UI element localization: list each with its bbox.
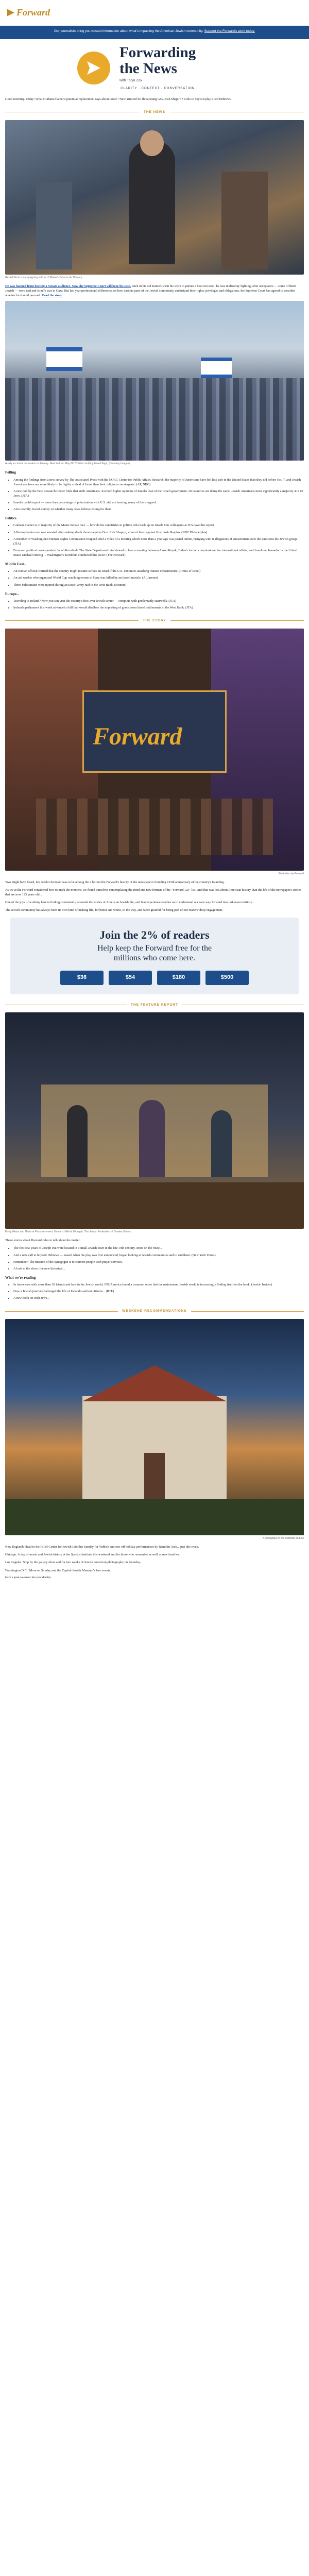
promo-subtitle-2: millions who come here.	[113, 954, 196, 963]
donation-promo	[10, 918, 299, 994]
polling-heading: Polling	[5, 470, 16, 475]
list-item: • How a Jewish journal challenged the life of Ireland's earliest citizens... (RTÉ)	[13, 1289, 304, 1294]
list-item: • Three Palestinians were injured during an Israeli army raid in the West Bank. (Reuters)	[13, 583, 304, 587]
section-header-news: THE NEWS	[5, 110, 304, 114]
feature-list	[5, 1246, 304, 1271]
list-item: • Israelis could expect — more than percentage of polarization with U.S. aid, are leaving, many of them argued...	[13, 500, 304, 505]
list-item: • From our political correspondent Jacob Kornbluh: The State Department interviewed to hear a meeting between Aaron Keyak, Biden's former commissioner for international affairs, and Israel's ambassador in the United States Michael Herzog ... Washington's Kornbluh conducted this piece: (The Forward)	[13, 548, 304, 557]
weekend-signoff: Have a great weekend. See you Monday.	[5, 1575, 52, 1579]
list-item: • The first few years of Joseph Paz were located in a small Jewish town in the late 19th century. More on the route...	[13, 1246, 304, 1250]
essay-paragraph: Two might have heard, last week's decision was to be among the 2 billion the Forward's history of the newspaper's founding 125th anniversary of the country's founding.	[5, 880, 225, 884]
news-photo-image	[5, 120, 304, 275]
news-photo-caption: Gerald Gorin is campaigning in front of Maine's Democratic Primary...	[5, 276, 84, 279]
list-item: • Traveling to Ireland? Now you can visit the country's first-ever Jewish center — complete with gentlemanly stairwells. (JTA)	[13, 599, 304, 603]
list-item: • A look at the shore: the new historical...	[13, 1266, 304, 1271]
weekend-paragraph: Los Angeles: Stop by the gallery show and for two weeks of Jewish American photography on Saturday...	[5, 1561, 143, 1565]
feature-photo-image	[5, 1012, 304, 1229]
section-header-feature: THE FEATURE REPORT	[5, 1003, 304, 1007]
rally-photo-image	[5, 301, 304, 461]
weekend-paragraph: Chicago: A day of music and Jewish history at the Spertus Institute this weekend and for those who remember as well as new families.	[5, 1553, 180, 1557]
essay-paragraph: As we at the Forward considered how to mark the moment, we found ourselves contemplating the trend and new formats of the "Forward 125" list. And that was less about American history than the life of the newspaper's stories that are now 125 years old...	[5, 888, 301, 897]
list-item: • And a new call to boycott Hebrews — issued when the play was first announced, began looking at Jewish communities and to end them. (New York Times)	[13, 1253, 304, 1258]
donate-500-button[interactable]: $500	[205, 971, 249, 985]
list-item: • A member of Washington's Human Rights Commission resigned after a video of a meeting which more than a year ago was posted online, bringing with it allegations of antisemitism over the questions the Jewish group. (JTA)	[13, 537, 304, 546]
promo-title: Join the 2% of readers	[99, 928, 210, 942]
banner-text: Our journalists bring you trusted information about what's impacting the American Jewish community.	[54, 29, 203, 33]
rally-photo-caption: A rally in central Jerusalem in January. New York on May 20. Children holding Israeli flags, (Courtesy Images)	[5, 462, 130, 466]
intro-paragraph: Good morning. Today: What Graham Platner's potential replacement says about Israel • New arrested for threatening Gov. Josh Shapiro • Calls to boycott play titled Hebrews.	[5, 97, 232, 101]
forward-logo[interactable]	[7, 6, 50, 19]
title-line-1: Forwarding	[119, 44, 196, 61]
weekend-photo-image	[5, 1319, 304, 1535]
support-banner	[0, 26, 309, 39]
politics-heading: Politics	[5, 516, 16, 521]
top-nav	[0, 0, 309, 26]
list-item: • A Pennsylvania man was arrested after making death threats against Gov. Josh Shapiro, some of them against Gov. Josh Shapiro. (NBC Philadelphia)	[13, 530, 304, 535]
news-lead-link[interactable]: He was banned from hosting a Senate audience. Now she Supreme Court will hear his case.	[5, 284, 131, 288]
newsletter-logo-icon	[77, 52, 110, 84]
banner-link[interactable]: Support the Forward's work today.	[204, 29, 255, 33]
title-line-2: the News	[119, 60, 177, 77]
list-item: • A new book on Irish Jews...	[13, 1296, 304, 1300]
brand-name: Forward	[16, 7, 50, 18]
list-item: • Also recently Jewish survey on whether many Jews believe voting for them.	[13, 507, 304, 512]
list-item: • An Iranian official warned that the country might resume strikes on Israel if the U.S. continues attacking Iranian infrastructure. (Times of Israel)	[13, 569, 304, 573]
weekend-photo-caption: A synagogue in the Catskills at dusk	[262, 1536, 304, 1540]
donate-54-button[interactable]: $54	[109, 971, 152, 985]
europe-list	[5, 599, 304, 610]
weekend-paragraph: Washington D.C.: More on Sunday and the Capitol Jewish Museum's free events.	[5, 1568, 111, 1572]
section-header-weekend: WEEKEND RECOMMENDATIONS	[5, 1309, 304, 1313]
list-item: • In interviews with more than 30 friends and fans in the Jewish world, JNS America found a common sense that the mainstream Jewish world is increasingly finding itself on the hook. (Jewish Insider)	[13, 1282, 304, 1287]
essay-illustration-image	[5, 629, 304, 871]
essay-photo-caption: Illustration by Forward	[278, 872, 304, 875]
list-item: • Remember: The mission of the synagogue is to connect people with prayer services.	[13, 1260, 304, 1264]
politics-list	[5, 523, 304, 557]
tagline: CLARITY · CONTEXT · CONVERSATION	[121, 87, 195, 91]
list-item: • Among the findings from a new survey by The Associated Press with the NORC Center for Public Affairs Research: the majority of Americans have felt less safe in the United States than they did before Oct. 7, and Jewish Americans have are more likely to be highly critical of Israel than their religious counterparts. (AP, NBC)	[13, 478, 304, 487]
feature-intro: These stories about Harvard rules to talk about the matter:	[5, 1239, 81, 1243]
europe-heading: Europe...	[5, 591, 20, 596]
list-item: • An aid worker who organized World Cup watching events in Gaza was killed by an Israeli missile. (Al Jazeera)	[13, 575, 304, 580]
masthead	[0, 39, 309, 97]
feature-photo-caption: Emily Weiss and Maria at Passover event. Harvard Hillel at Midnight. The Jewish Federation of Greater Boston...	[5, 1230, 134, 1234]
donate-180-button[interactable]: $180	[157, 971, 200, 985]
byline: with Talya Zax	[119, 79, 143, 83]
reading-heading: What we're reading	[5, 1275, 36, 1280]
essay-paragraph: One of the joys of working here is finding consistently essential the stories of American Jewish life, and that experience enables us to understand our own way forward into unknown territory...	[5, 901, 254, 905]
essay-logo-text: Forward	[93, 722, 182, 750]
read-story-link[interactable]: Read the story.	[41, 294, 63, 298]
promo-subtitle-1: Help keep the Forward free for the	[97, 944, 212, 953]
forward-arrow-icon	[7, 9, 14, 16]
donation-amounts	[21, 971, 288, 985]
reading-list	[5, 1282, 304, 1300]
weekend-paragraph: New England: Head to the Hillel Center for Jewish Life this Sunday for Yiddish and one-off holiday performances by Ramblin' Jack... just this week.	[5, 1545, 199, 1549]
mideast-heading: Middle East...	[5, 562, 27, 567]
newsletter-title	[119, 45, 196, 76]
list-item: • Ireland's parliament this week advanced a bill that would disallow the importing of goods from Israeli settlements in the West Bank. (JTA)	[13, 605, 304, 610]
news-lead-paragraph: He was banned from hosting a Senate audience. Now she Supreme Court will hear his case. Back in his old Daniel Gorin his work to pursue a boat on Israel, he was in disarray fighting, after acceptance — some of them Jewish — were tied and Israel's war in Gaza. But last year professional differences on how various parts of the Jewish community understand their rights, privileges and obligations, the Supreme Court has agreed to consider whether he should proceed. Read the story.	[5, 284, 296, 298]
essay-paragraph: The Jewish community has always been its own kind of making life, for better and worse, in the way, and we're grateful for being part of our readers' deep engagement.	[5, 908, 223, 912]
polling-list	[5, 478, 304, 512]
section-header-essay: THE ESSAY	[5, 618, 304, 623]
list-item: • Graham Platner is of majority of the Maine Senate race — how do his candidates in politics who back up on Israel? Our colleagues at JTA have this report.	[13, 523, 304, 528]
mideast-list	[5, 569, 304, 587]
list-item: • A new poll by the Pew Research Center finds that sixth Americans: 4/4 hold higher opinions of Israelis than of the Israeli government, 20 countries are doing the same. Jewish Americans more significantly a majority 4 in 10 Jews. (JTA)	[13, 489, 304, 498]
donate-36-button[interactable]: $36	[60, 971, 104, 985]
